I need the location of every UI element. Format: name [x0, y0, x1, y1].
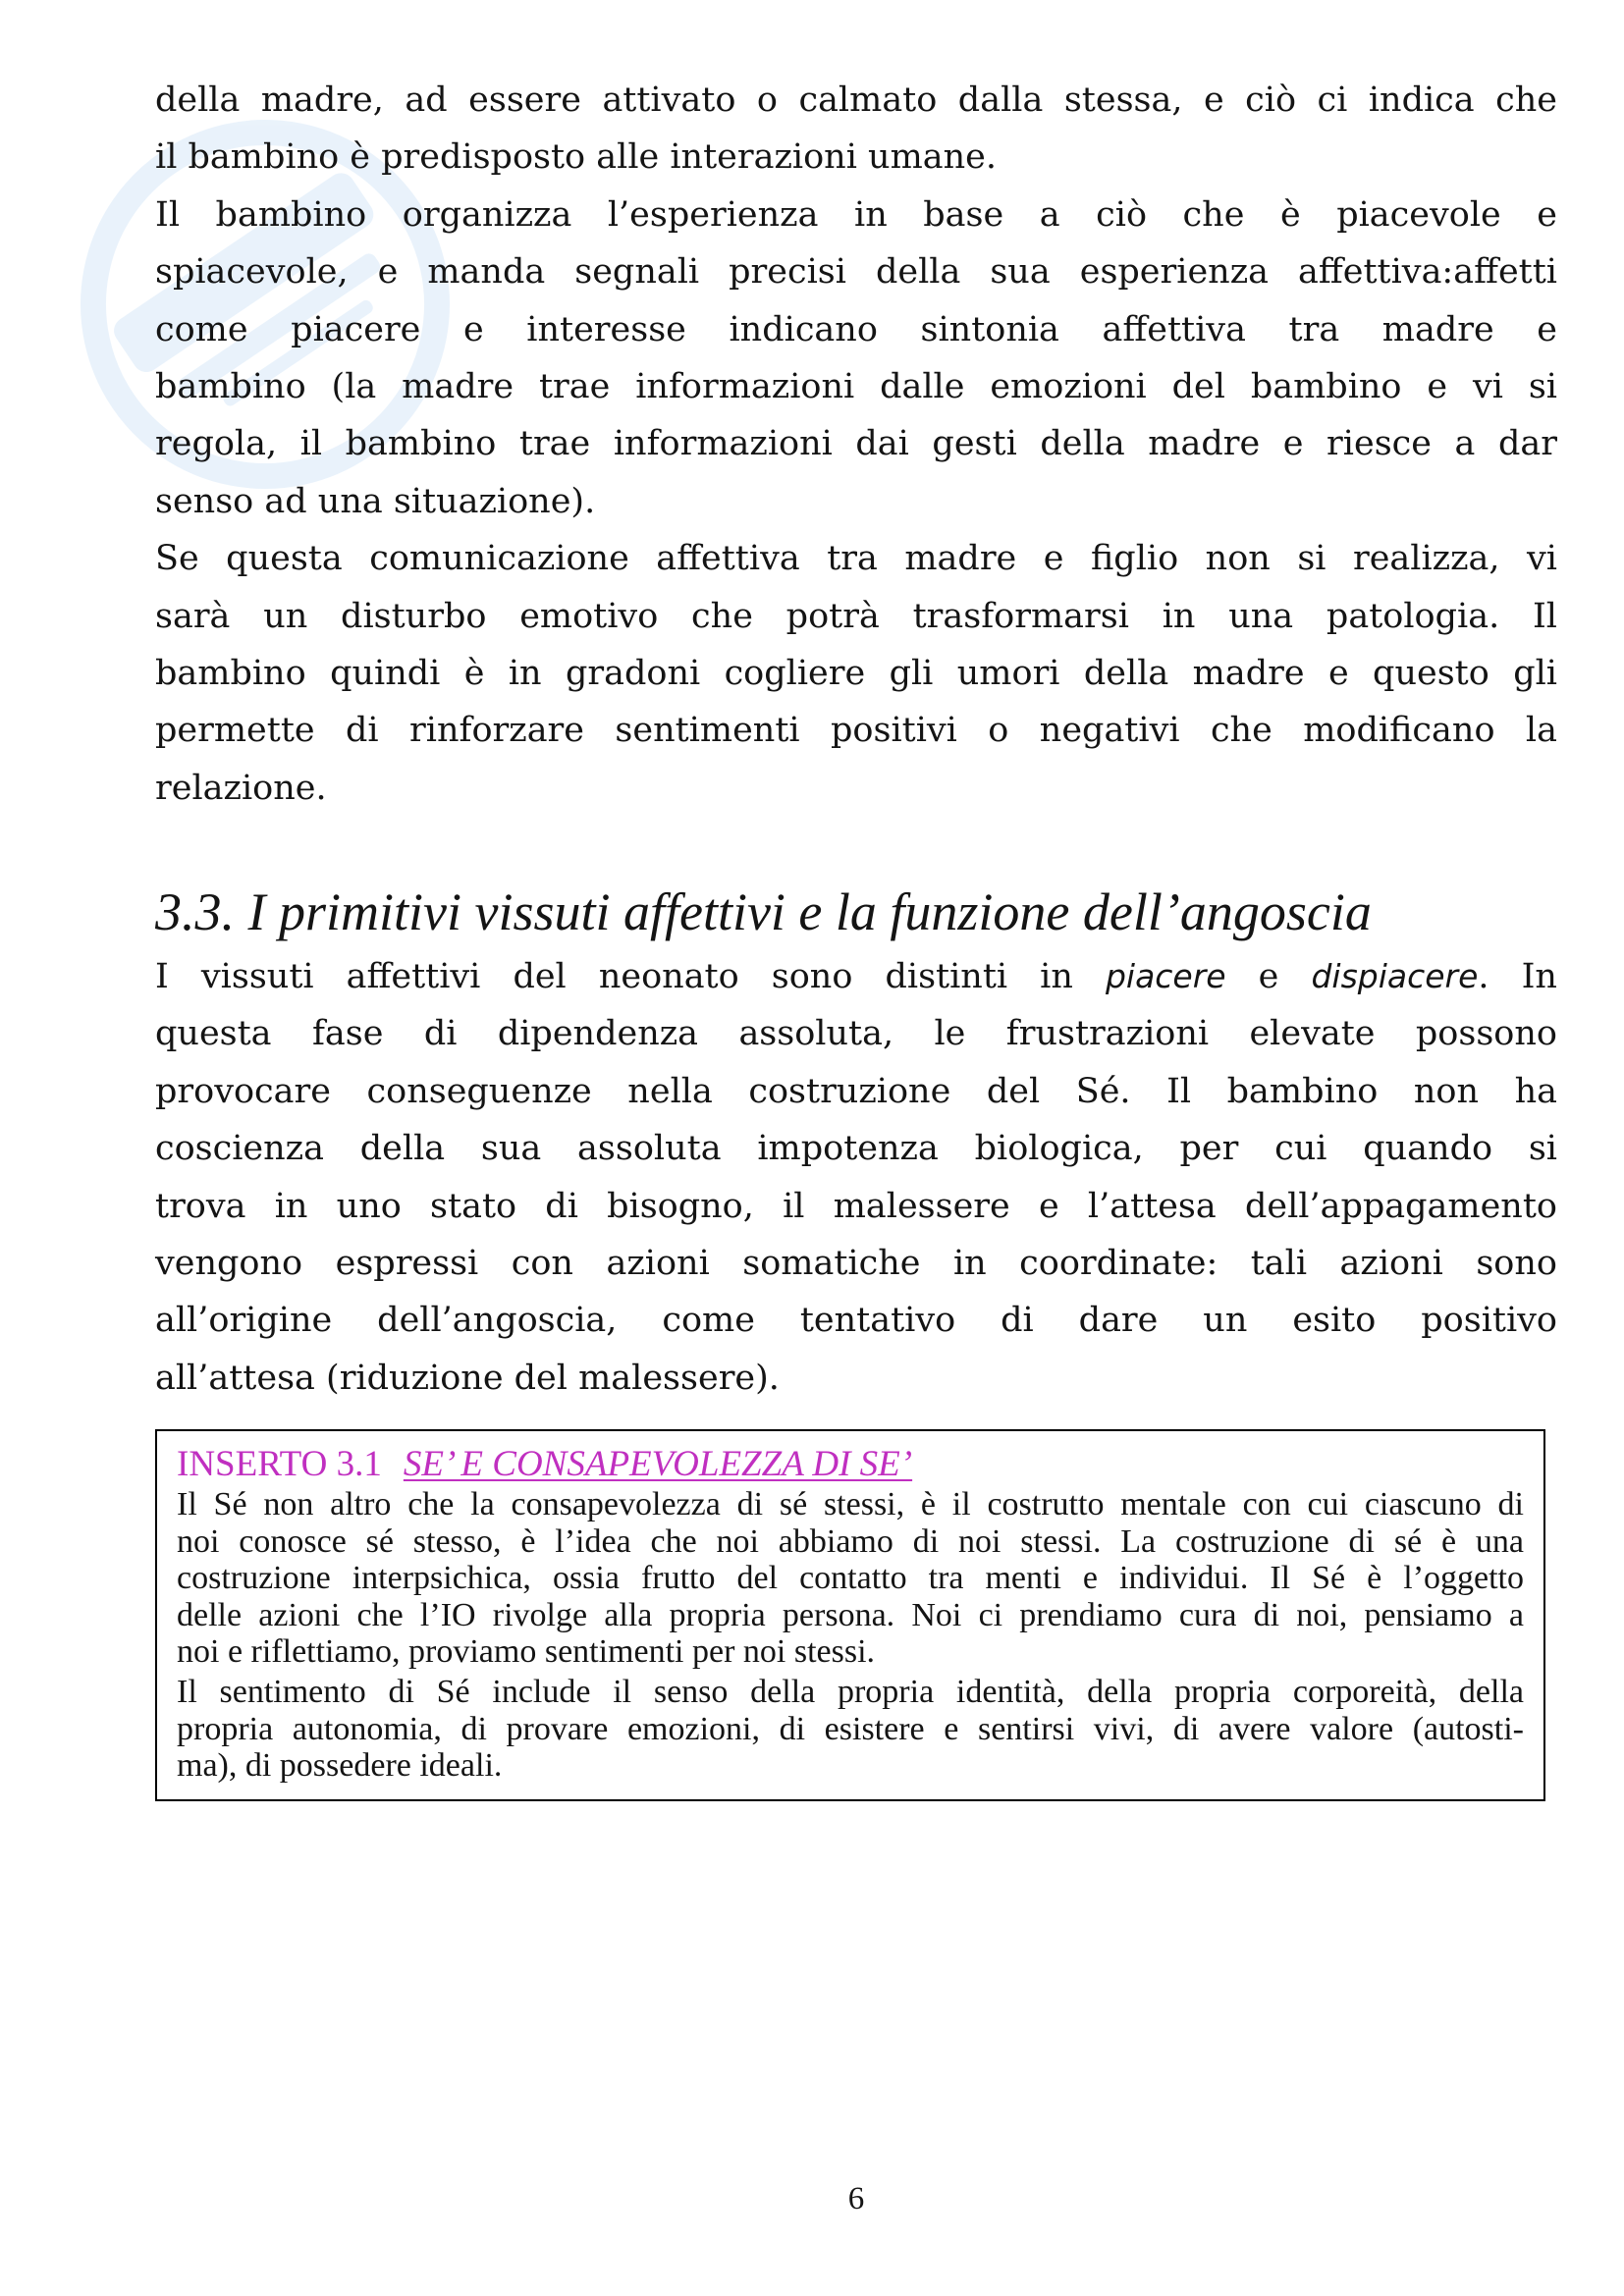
- paragraph: [155, 187, 1557, 530]
- text-line: trova in uno stato di bisogno, il malessere e l’attesa dell’appagamento: [155, 1186, 1557, 1226]
- text-line: regola, il bambino trae informazioni dai gesti della madre e riesce a dar: [155, 424, 1557, 464]
- text-run: e: [1225, 957, 1312, 996]
- insert-label: INSERTO 3.1: [177, 1444, 382, 1484]
- text-line: questa fase di dipendenza assoluta, le frustrazioni elevate possono: [155, 1014, 1557, 1054]
- text-line: relazione.: [155, 768, 327, 808]
- text-line: Il Sé non altro che la consapevolezza di sé stessi, è il costrutto mentale con cui ciascuno di: [177, 1486, 1524, 1522]
- text-line: provocare conseguenze nella costruzione del Sé. Il bambino non ha: [155, 1071, 1557, 1111]
- text-line: coscienza della sua assoluta impotenza biologica, per cui quando si: [155, 1129, 1557, 1169]
- text-line: Il sentimento di Sé include il senso della propria identità, della propria corporeità, della: [177, 1673, 1524, 1710]
- text-line: della madre, ad essere attivato o calmato dalla stessa, e ciò ci indica che: [155, 80, 1557, 120]
- text-line: ma), di possedere ideali.: [177, 1747, 503, 1785]
- page-number: 6: [847, 2181, 865, 2216]
- paragraph: [155, 72, 1557, 187]
- section-heading: 3.3. I primitivi vissuti affettivi e la funzione dell’angoscia: [155, 882, 1372, 941]
- text-line: come piacere e interesse indicano sintonia affettiva tra madre e: [155, 309, 1557, 349]
- text-line: spiacevole, e manda segnali precisi della sua esperienza affettiva:affetti: [155, 252, 1557, 293]
- text-run: I vissuti affettivi del neonato sono distinti in: [155, 957, 1106, 996]
- insert-box: [155, 1429, 1545, 1801]
- text-line: Se questa comunicazione affettiva tra madre e figlio non si realizza, vi: [155, 539, 1557, 579]
- paragraph: [155, 530, 1557, 817]
- text-line: vengono espressi con azioni somatiche in coordinate: tali azioni sono: [155, 1244, 1557, 1284]
- text-line: permette di rinforzare sentimenti positivi o negativi che modificano la: [155, 711, 1557, 751]
- text-run: . In: [1478, 957, 1557, 996]
- text-line: delle azioni che l’IO rivolge alla propria persona. Noi ci prendiamo cura di noi, pensiamo a: [177, 1596, 1524, 1633]
- text-line: sarà un disturbo emotivo che potrà trasformarsi in una patologia. Il: [155, 596, 1557, 636]
- paragraph: [177, 1674, 1524, 1785]
- text-line: bambino (la madre trae informazioni dalle emozioni del bambino e vi si: [155, 367, 1557, 407]
- intro-text: [155, 72, 1557, 817]
- text-line: noi e riflettiamo, proviamo sentimenti per noi stessi.: [177, 1633, 876, 1671]
- text-line: [155, 948, 1557, 1005]
- term-dispiacere: dispiacere: [1311, 957, 1479, 995]
- text-line: bambino quindi è in gradoni cogliere gli umori della madre e questo gli: [155, 654, 1557, 694]
- text-line: senso ad una situazione).: [155, 481, 596, 521]
- term-piacere: piacere: [1105, 957, 1226, 995]
- text-line: noi conosce sé stesso, è l’idea che noi abbiamo di noi stessi. La costruzione di sé è una: [177, 1522, 1524, 1560]
- text-line: all’origine dell’angoscia, come tentativo di dare un esito positivo: [155, 1301, 1557, 1341]
- insert-title: SE’ E CONSAPEVOLEZZA DI SE’: [403, 1444, 913, 1484]
- section-paragraph: [155, 948, 1557, 1407]
- insert-content: [177, 1443, 1524, 1785]
- paragraph: [177, 1486, 1524, 1671]
- text-line: all’attesa (riduzione del malessere).: [155, 1358, 780, 1398]
- text-line: propria autonomia, di provare emozioni, di esistere e sentirsi vivi, di avere valore (autosti-: [177, 1710, 1524, 1747]
- text-line: Il bambino organizza l’esperienza in base a ciò che è piacevole e: [155, 194, 1557, 235]
- text-line: il bambino è predisposto alle interazioni umane.: [155, 137, 998, 178]
- insert-header: [177, 1443, 1524, 1486]
- insert-body: [177, 1486, 1524, 1785]
- text-line: costruzione interpsichica, ossia frutto del contatto tra menti e individui. Il Sé è l’oggetto: [177, 1560, 1524, 1597]
